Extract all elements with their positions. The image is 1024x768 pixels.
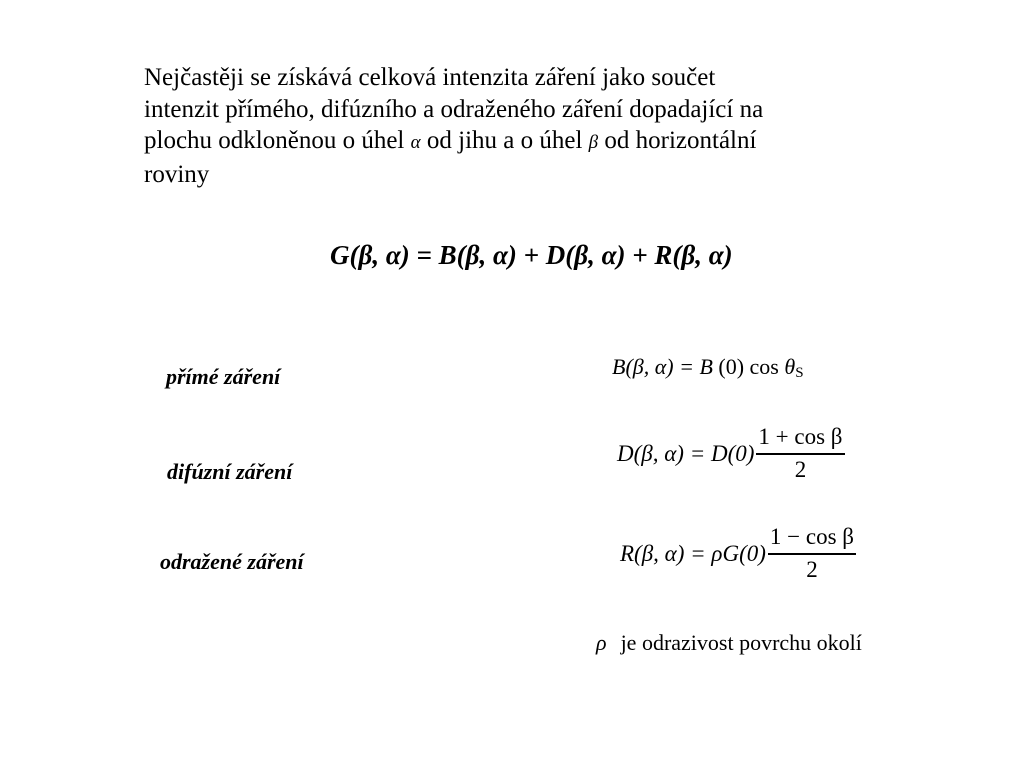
intro-line-3 xyxy=(144,125,944,159)
formula-reflected-numerator: 1 − cos β xyxy=(768,524,856,555)
label-diffuse-radiation: difúzní záření xyxy=(167,459,293,484)
formula-direct-theta: θ xyxy=(784,354,796,379)
rho-note xyxy=(596,630,862,656)
formula-diffuse-fraction xyxy=(756,424,844,483)
formula-reflected-denominator: 2 xyxy=(806,557,818,582)
formula-direct-radiation xyxy=(612,354,804,382)
alpha-symbol: α xyxy=(410,132,421,153)
label-direct-radiation: přímé záření xyxy=(166,364,281,389)
intro-line-4: roviny xyxy=(144,160,210,188)
formula-direct-mid: (0) cos xyxy=(712,354,785,379)
formula-direct-sub: S xyxy=(795,365,804,381)
intro-line-3-part-c: od horizontální xyxy=(604,127,757,154)
rho-symbol: ρ xyxy=(596,630,607,655)
rho-note-text: je odrazivost povrchu okolí xyxy=(620,630,862,655)
label-reflected-radiation: odražené záření xyxy=(160,549,304,574)
intro-paragraph xyxy=(144,62,944,190)
formula-diffuse-lhs: D(β, α) = D(0) xyxy=(617,440,755,466)
formula-reflected-radiation xyxy=(620,524,856,583)
formula-diffuse-radiation xyxy=(617,424,845,483)
formula-reflected-lhs: R(β, α) = ρG(0) xyxy=(620,540,766,566)
formula-direct-lhs: B(β, α) = B xyxy=(612,354,713,379)
main-equation: G(β, α) = B(β, α) + D(β, α) + R(β, α) xyxy=(330,240,733,270)
intro-line-3-part-a: plochu odkloněnou o úhel xyxy=(144,127,405,154)
formula-reflected-fraction xyxy=(768,524,856,583)
beta-symbol: β xyxy=(588,132,599,153)
formula-diffuse-numerator: 1 + cos β xyxy=(756,424,844,455)
intro-line-2: intenzit přímého, difúzního a odraženého záření dopadající na xyxy=(144,95,764,123)
intro-line-3-part-b: od jihu a o úhel xyxy=(426,127,583,154)
intro-line-1: Nejčastěji se získává celková intenzita záření jako součet xyxy=(144,64,716,91)
formula-diffuse-denominator: 2 xyxy=(794,457,807,482)
